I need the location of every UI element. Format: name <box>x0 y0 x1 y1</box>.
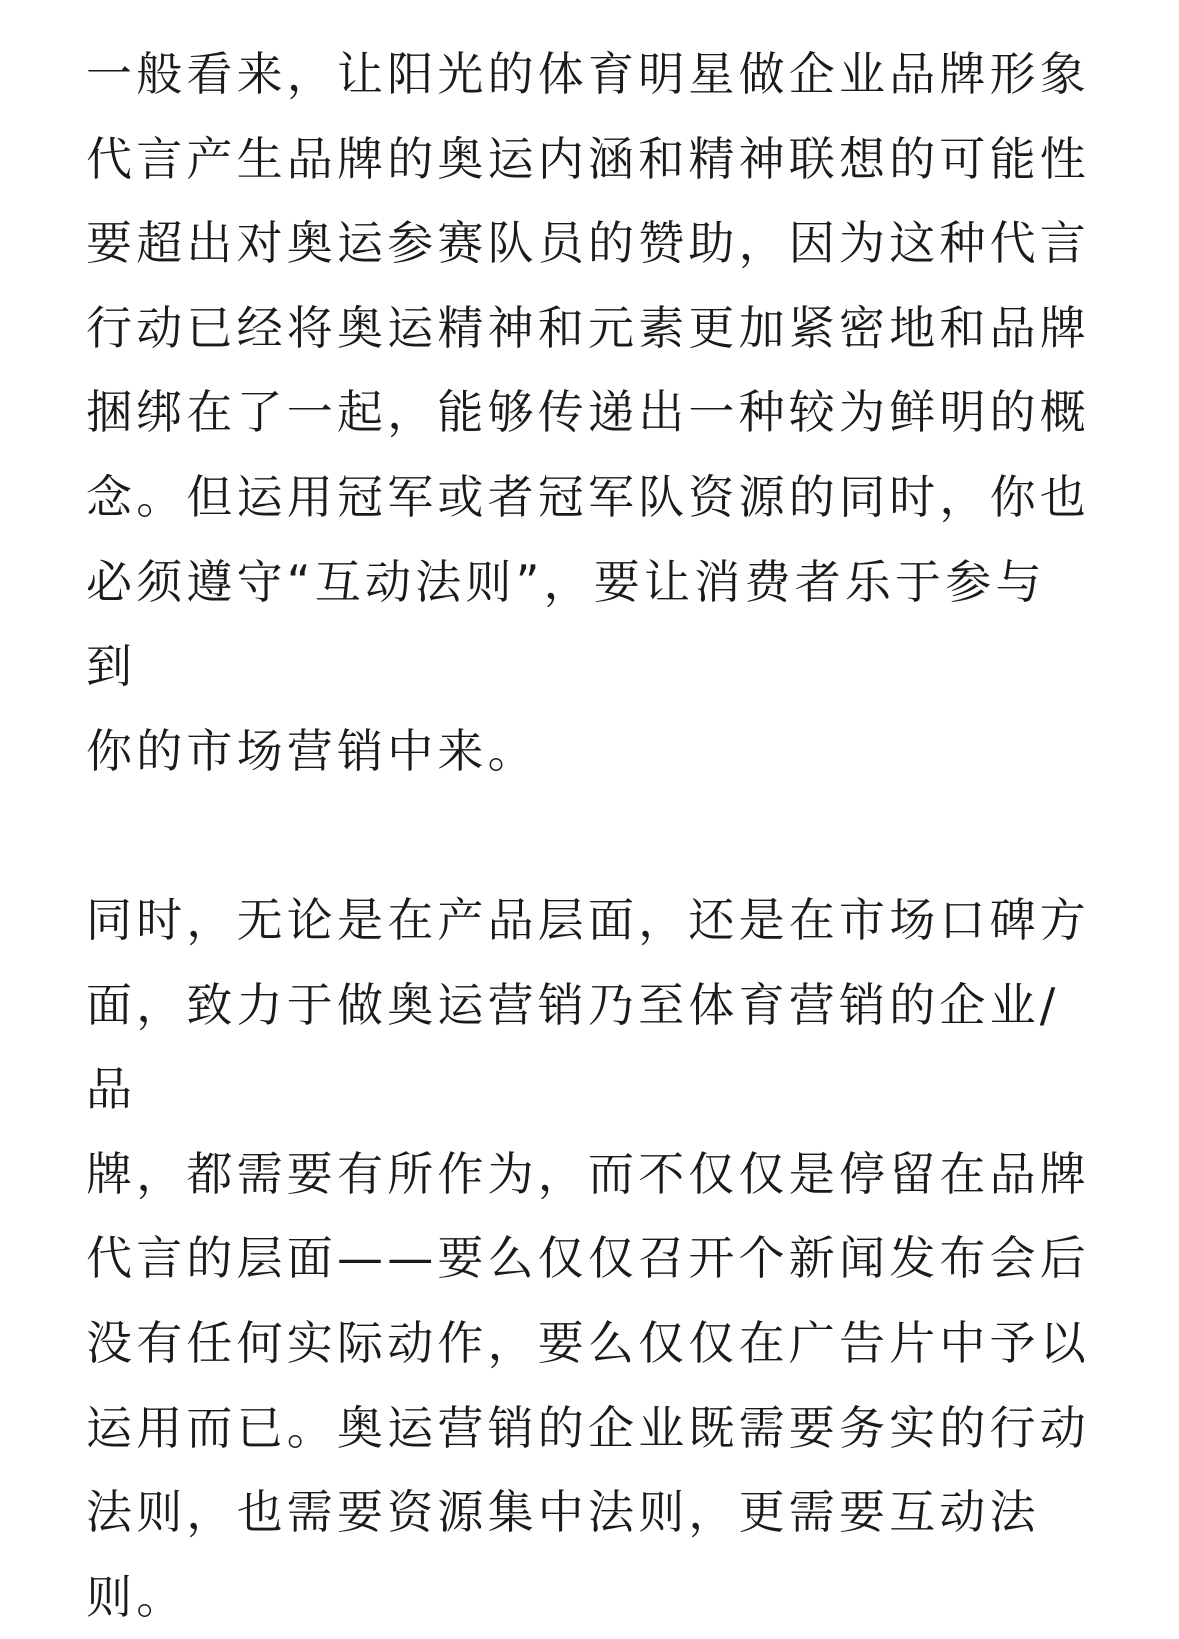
article-paragraph-2: 同时，无论是在产品层面，还是在市场口碑方 面，致力于做奥运营销乃至体育营销的企业/品 牌，都需要有所作为，而不仅仅是停留在品牌 代言的层面——要么仅仅召开个新闻发布会后 没有任何实际动作，要么仅仅在广告片中予以 运用而已。奥运营销的企业既需要务实的行动 法则，也需要资源集中法则，更需要互动法 则。 <box>86 892 1090 1624</box>
article-paragraph-1: 一般看来，让阳光的体育明星做企业品牌形象 代言产生品牌的奥运内涵和精神联想的可能性 要超出对奥运参赛队员的赞助，因为这种代言 行动已经将奥运精神和元素更加紧密地和品牌 捆绑在了一起，能够传递出一种较为鲜明的概 念。但运用冠军或者冠军队资源的同时，你也 必须遵守“互动法则”，要让消费者乐于参与到 你的市场营销中来。 <box>86 47 1090 778</box>
article-body <box>86 32 1094 1639</box>
